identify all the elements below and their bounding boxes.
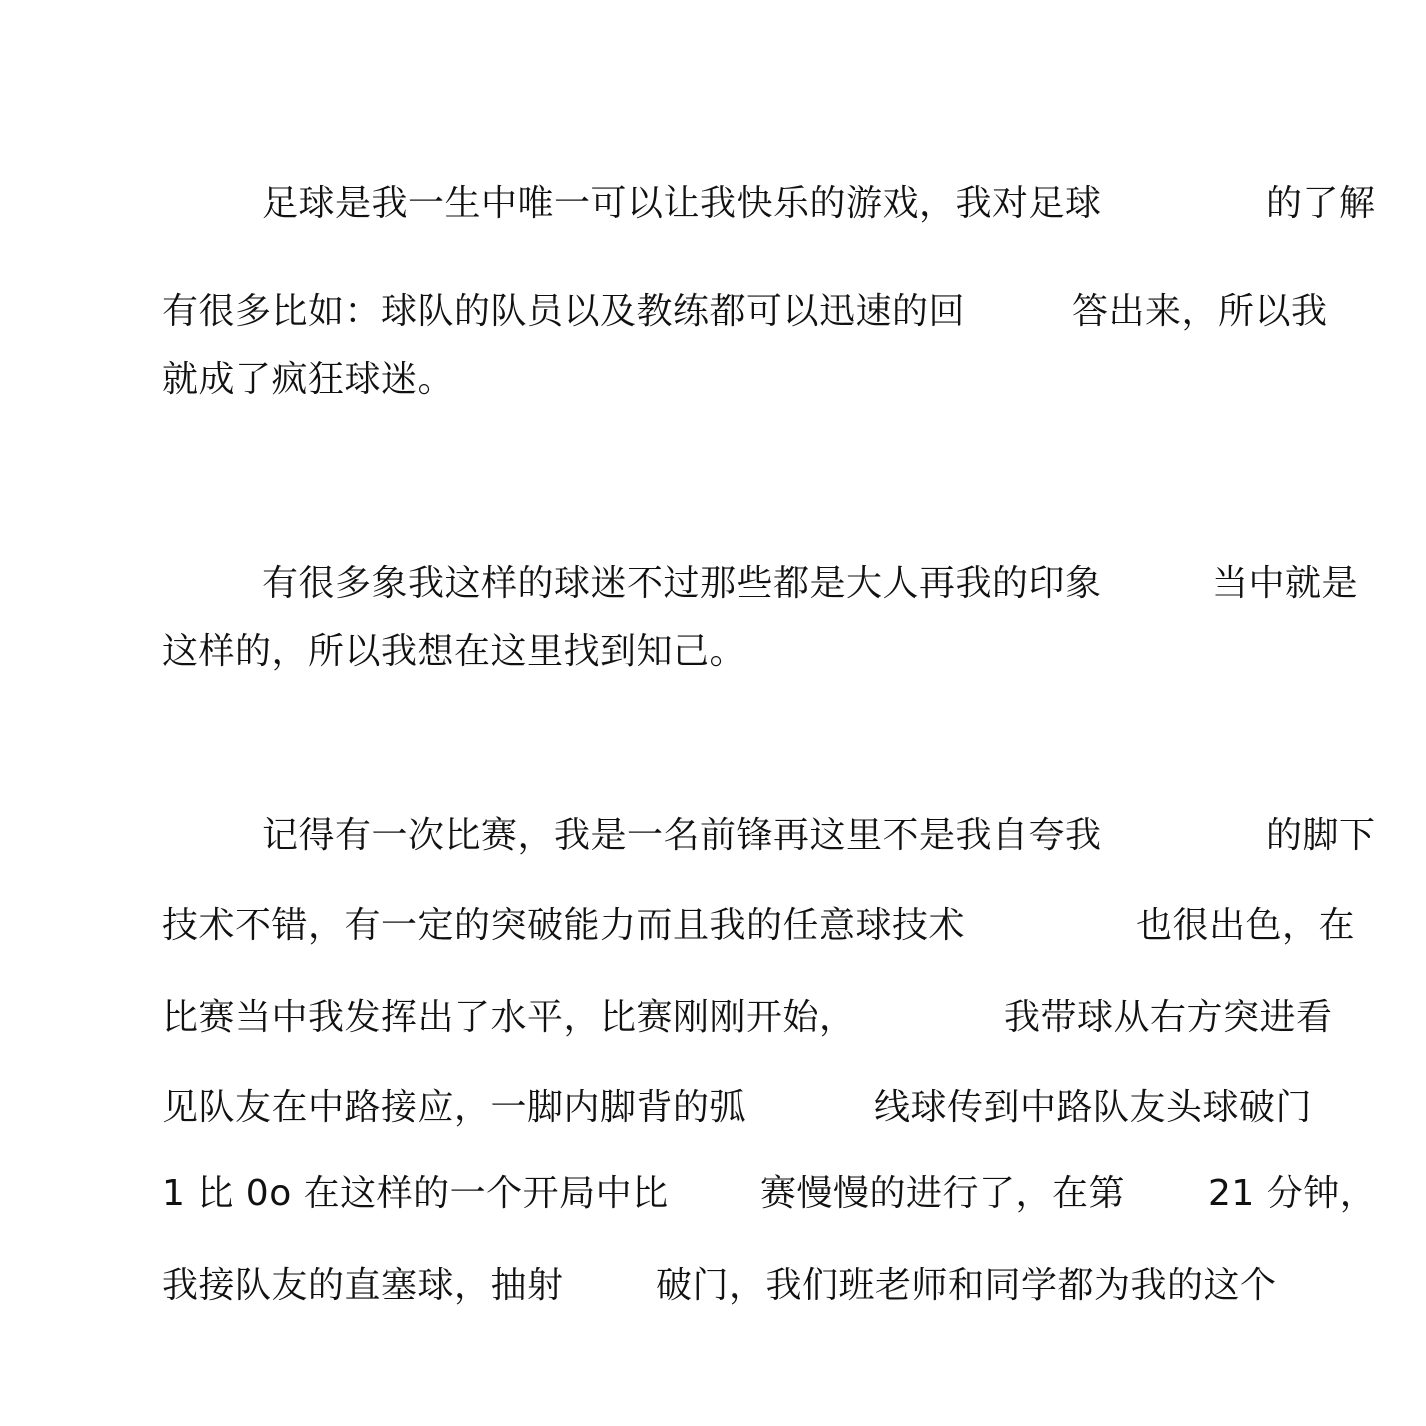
text-segment: 我带球从右方突进看 — [1004, 997, 1333, 1038]
text-segment: 有很多象我这样的球迷不过那些都是大人再我的印象 — [262, 563, 1102, 604]
text-segment: 这样的，所以我想在这里找到知己。 — [162, 631, 747, 672]
text-segment: 也很出色，在 — [1136, 905, 1356, 946]
paragraph-2-line-2 — [162, 631, 747, 752]
text-segment: 21 分钟， — [1208, 1173, 1377, 1214]
text-segment: 破门，我们班老师和同学都为我的这个 — [656, 1265, 1277, 1306]
text-segment: 比赛当中我发挥出了水平，比赛刚刚开始， — [162, 997, 856, 1038]
text-segment: 1 比 0o 在这样的一个开局中比 — [162, 1173, 669, 1214]
text-segment: 的脚下 — [1266, 815, 1376, 856]
text-segment: 赛慢慢的进行了，在第 — [760, 1173, 1126, 1214]
paragraph-3-line-6 — [162, 1265, 1277, 1426]
text-segment: 记得有一次比赛，我是一名前锋再这里不是我自夸我 — [262, 815, 1102, 856]
text-segment: 足球是我一生中唯一可以让我快乐的游戏，我对足球 — [262, 183, 1102, 224]
text-segment: 有很多比如：球队的队员以及教练都可以迅速的回 — [162, 291, 966, 332]
text-segment: 的了解 — [1266, 183, 1376, 224]
text-segment: 技术不错，有一定的突破能力而且我的任意球技术 — [162, 905, 966, 946]
text-segment: 见队友在中路接应，一脚内脚背的弧 — [162, 1087, 747, 1128]
text-segment: 当中就是 — [1212, 563, 1359, 604]
text-segment: 就成了疯狂球迷。 — [162, 359, 455, 400]
text-segment: 答出来，所以我 — [1072, 291, 1328, 332]
text-segment: 线球传到中路队友头球破门 — [874, 1087, 1313, 1128]
paragraph-1-line-3 — [162, 359, 455, 480]
text-segment: 我接队友的直塞球，抽射 — [162, 1265, 564, 1306]
